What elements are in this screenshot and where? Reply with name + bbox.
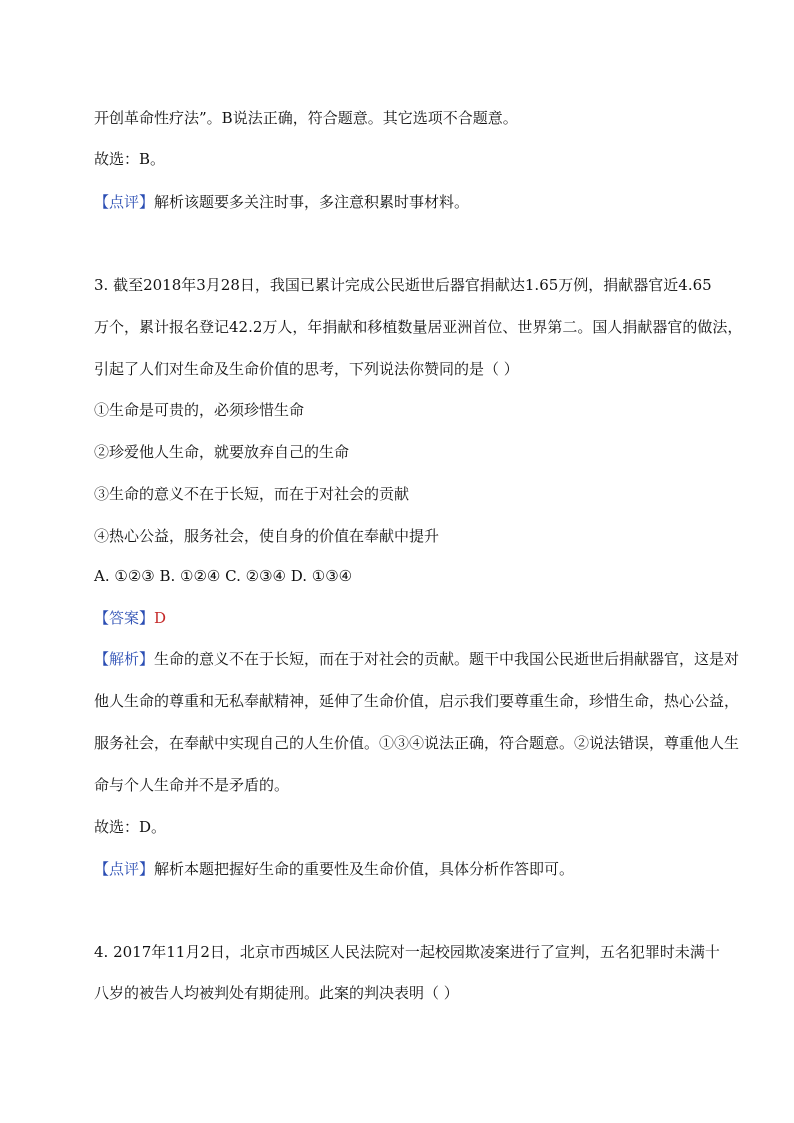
answer-value: D bbox=[154, 609, 167, 627]
q4-stem-line-1: 4. 2017年11月2日，北京市西城区人民法院对一起校园欺凌案进行了宣判，五名犯罪时未满十 bbox=[94, 943, 720, 961]
q3-option-2: ②珍爱他人生命，就要放弃自己的生命 bbox=[94, 443, 350, 461]
q3-option-1: ①生命是可贵的，必须珍惜生命 bbox=[94, 401, 305, 419]
q2-comment-line bbox=[94, 193, 469, 211]
comment-tag: 【点评】 bbox=[94, 860, 155, 878]
q4-stem-line-2: 八岁的被告人均被判处有期徒刑。此案的判决表明（ ） bbox=[94, 984, 459, 1002]
q3-choose-line: 故选：D。 bbox=[94, 818, 167, 836]
comment-text: 解析本题把握好生命的重要性及生命价值，具体分析作答即可。 bbox=[154, 860, 575, 878]
q3-option-4: ④热心公益，服务社会，使自身的价值在奉献中提升 bbox=[94, 527, 440, 545]
q3-stem-line-3: 引起了人们对生命及生命价值的思考，下列说法你赞同的是（ ） bbox=[94, 360, 519, 378]
q3-analysis-line-2: 他人生命的尊重和无私奉献精神，延伸了生命价值，启示我们要尊重生命，珍惜生命，热心公益， bbox=[94, 692, 740, 710]
comment-tag: 【点评】 bbox=[94, 193, 155, 211]
q3-stem-line-1: 3. 截至2018年3月28日，我国已累计完成公民逝世后器官捐献达1.65万例，捐献器官近4.65 bbox=[94, 276, 712, 294]
q3-option-3: ③生命的意义不在于长短，而在于对社会的贡献 bbox=[94, 485, 410, 503]
q3-answer-line bbox=[94, 609, 166, 627]
q3-analysis-line-3: 服务社会，在奉献中实现自己的人生价值。①③④说法正确，符合题意。②说法错误，尊重他人生 bbox=[94, 734, 740, 752]
q3-comment-line bbox=[94, 860, 574, 878]
q3-choices: A. ①②③ B. ①②④ C. ②③④ D. ①③④ bbox=[94, 567, 353, 585]
analysis-text: 生命的意义不在于长短，而在于对社会的贡献。题干中我国公民逝世后捐献器官，这是对 bbox=[154, 650, 740, 668]
q2-explanation-line: 开创革命性疗法”。B说法正确，符合题意。其它选项不合题意。 bbox=[94, 109, 518, 127]
q3-analysis-line-1 bbox=[94, 650, 739, 668]
q3-analysis-line-4: 命与个人生命并不是矛盾的。 bbox=[94, 776, 290, 794]
comment-text: 解析该题要多关注时事，多注意积累时事材料。 bbox=[154, 193, 470, 211]
answer-tag: 【答案】 bbox=[94, 609, 155, 627]
q3-stem-line-2: 万个，累计报名登记42.2万人，年捐献和移植数量居亚洲首位、世界第二。国人捐献器官的做法， bbox=[94, 318, 743, 336]
q2-choose-line: 故选：B。 bbox=[94, 150, 166, 168]
analysis-tag: 【解析】 bbox=[94, 650, 155, 668]
